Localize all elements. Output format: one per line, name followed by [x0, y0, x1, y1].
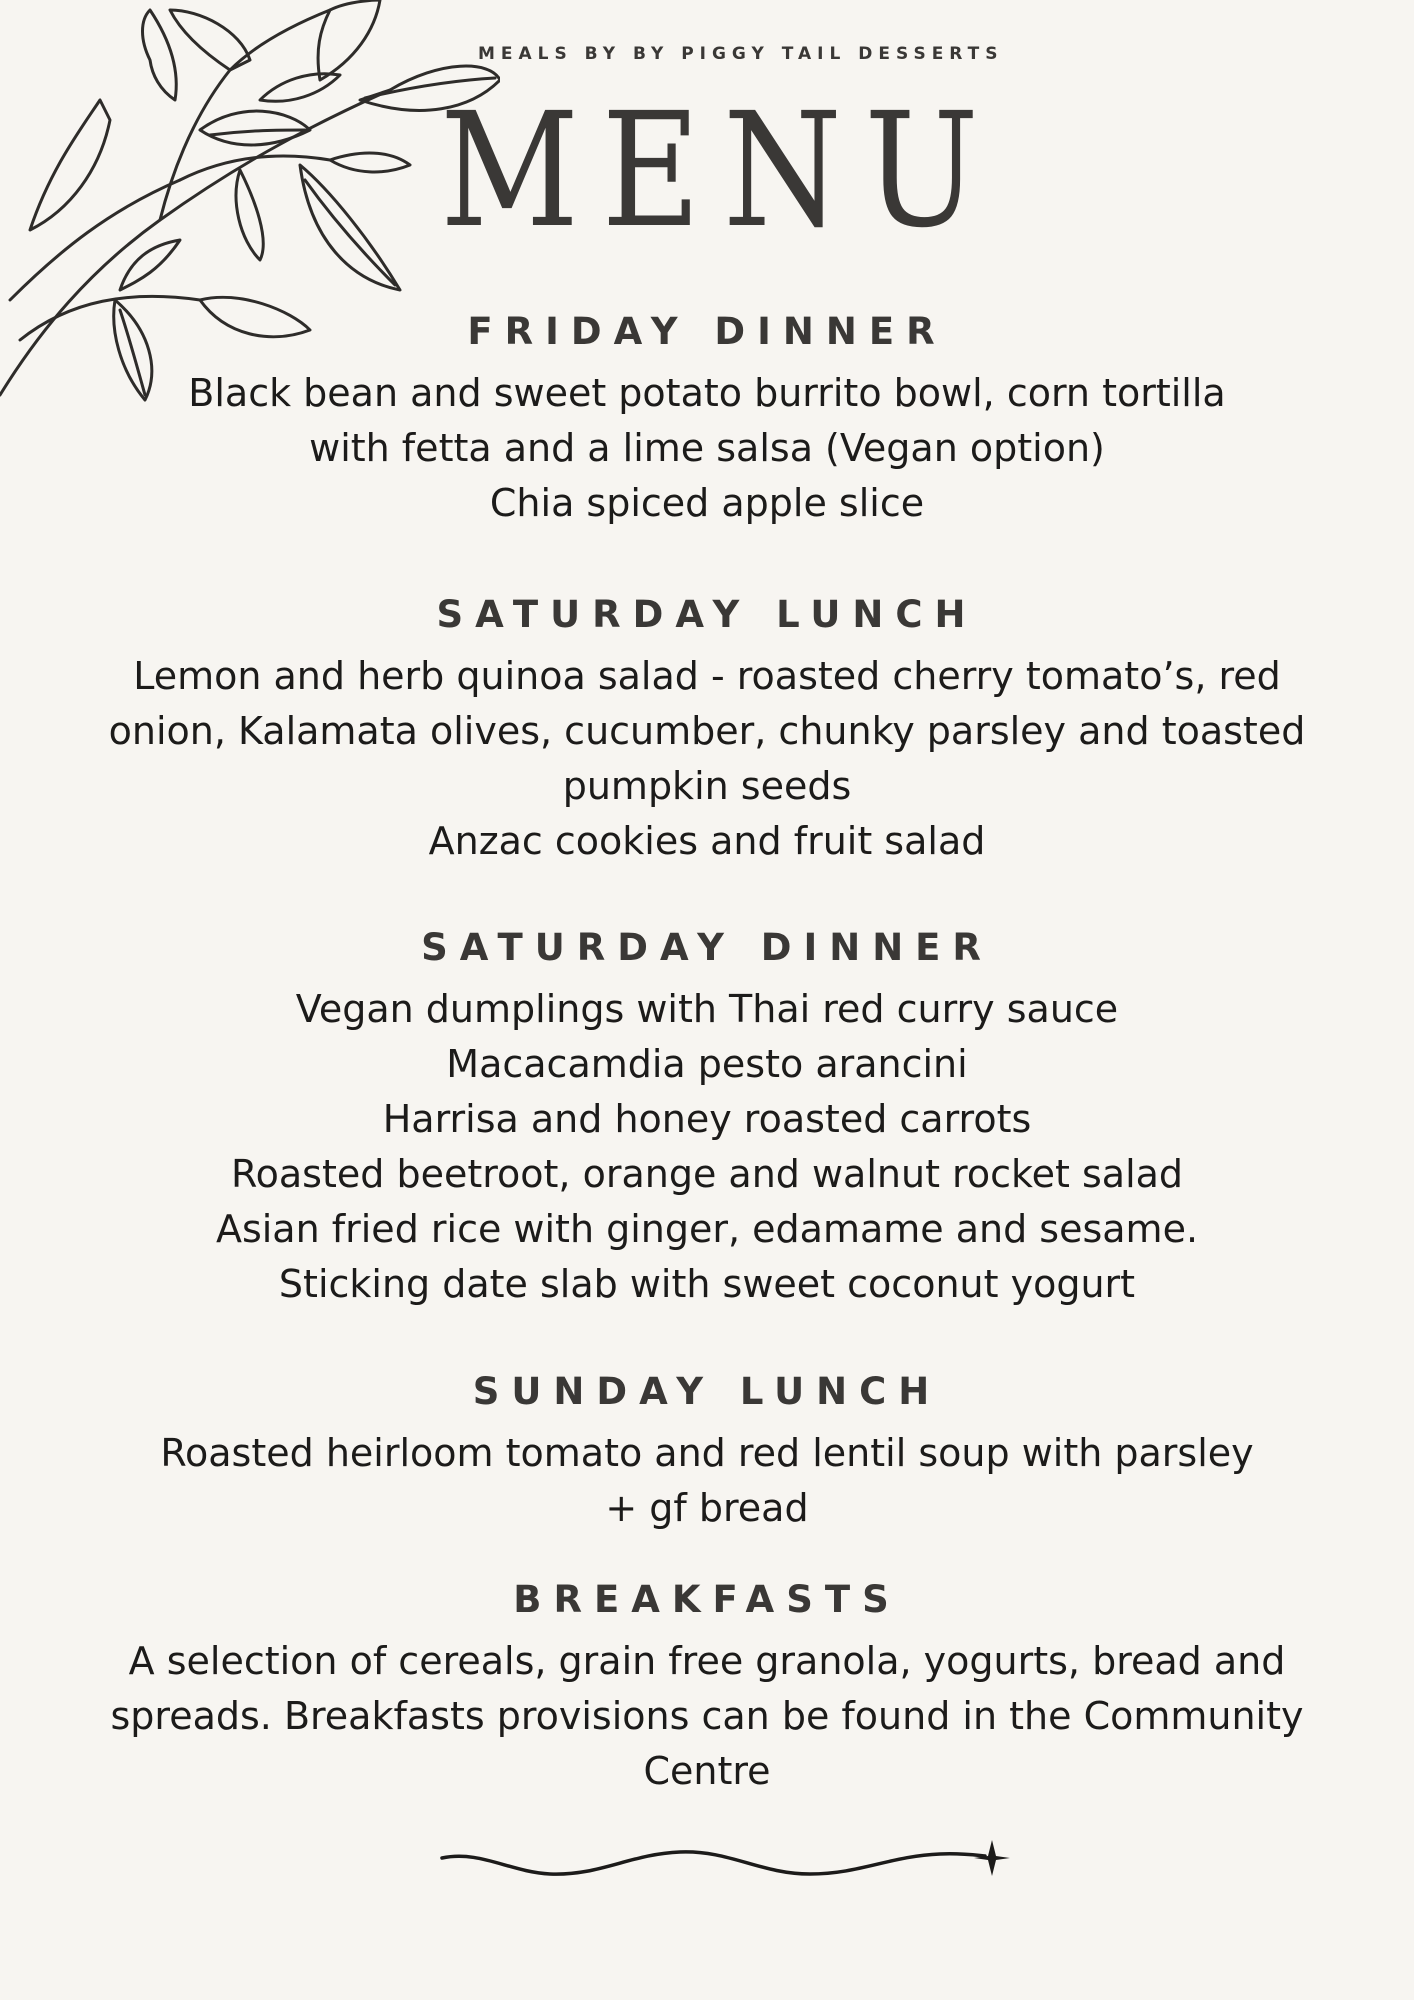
- section-heading: BREAKFASTS: [513, 1578, 901, 1621]
- section-breakfasts: [40, 1576, 1374, 1799]
- section-heading: SUNDAY LUNCH: [472, 1370, 942, 1413]
- section-items: [40, 649, 1374, 869]
- menu-item: Macacamdia pesto arancini: [446, 1042, 968, 1086]
- brand-name: MEALS BY BY PIGGY TAIL DESSERTS: [478, 44, 1004, 64]
- section-items: [40, 1426, 1374, 1536]
- section-saturday-dinner: [40, 924, 1374, 1312]
- menu-item: Vegan dumplings with Thai red curry sauce: [295, 987, 1119, 1031]
- menu-item: Lemon and herb quinoa salad - roasted cherry tomato’s, red: [133, 654, 1281, 698]
- menu-item: spreads. Breakfasts provisions can be found in the Community: [110, 1694, 1304, 1738]
- menu-item: pumpkin seeds: [562, 764, 852, 808]
- menu-item: Sticking date slab with sweet coconut yogurt: [278, 1262, 1136, 1306]
- section-saturday-lunch: [40, 591, 1374, 869]
- menu-item: Harrisa and honey roasted carrots: [382, 1097, 1032, 1141]
- section-heading: SATURDAY LUNCH: [436, 593, 978, 636]
- section-items: [40, 366, 1374, 531]
- menu-item: Roasted beetroot, orange and walnut rocket salad: [230, 1152, 1184, 1196]
- menu-item: onion, Kalamata olives, cucumber, chunky parsley and toasted: [108, 709, 1306, 753]
- section-items: [40, 1634, 1374, 1799]
- section-heading: FRIDAY DINNER: [467, 310, 947, 353]
- wave-divider-with-star: [440, 1830, 1010, 1890]
- menu-item: Roasted heirloom tomato and red lentil soup with parsley: [160, 1431, 1254, 1475]
- menu-item: Centre: [643, 1749, 771, 1793]
- section-friday-dinner: [40, 308, 1374, 531]
- menu-item: Asian fried rice with ginger, edamame and sesame.: [215, 1207, 1199, 1251]
- menu-item: Chia spiced apple slice: [489, 481, 925, 525]
- menu-item: Anzac cookies and fruit salad: [428, 819, 986, 863]
- section-heading: SATURDAY DINNER: [421, 926, 993, 969]
- menu-item: with fetta and a lime salsa (Vegan option): [309, 426, 1105, 470]
- menu-item: + gf bread: [605, 1486, 809, 1530]
- section-items: [40, 982, 1374, 1312]
- menu-item: A selection of cereals, grain free granola, yogurts, bread and: [128, 1639, 1286, 1683]
- menu-item: Black bean and sweet potato burrito bowl, corn tortilla: [188, 371, 1226, 415]
- section-sunday-lunch: [40, 1368, 1374, 1536]
- menu-title: MENU: [440, 79, 1002, 263]
